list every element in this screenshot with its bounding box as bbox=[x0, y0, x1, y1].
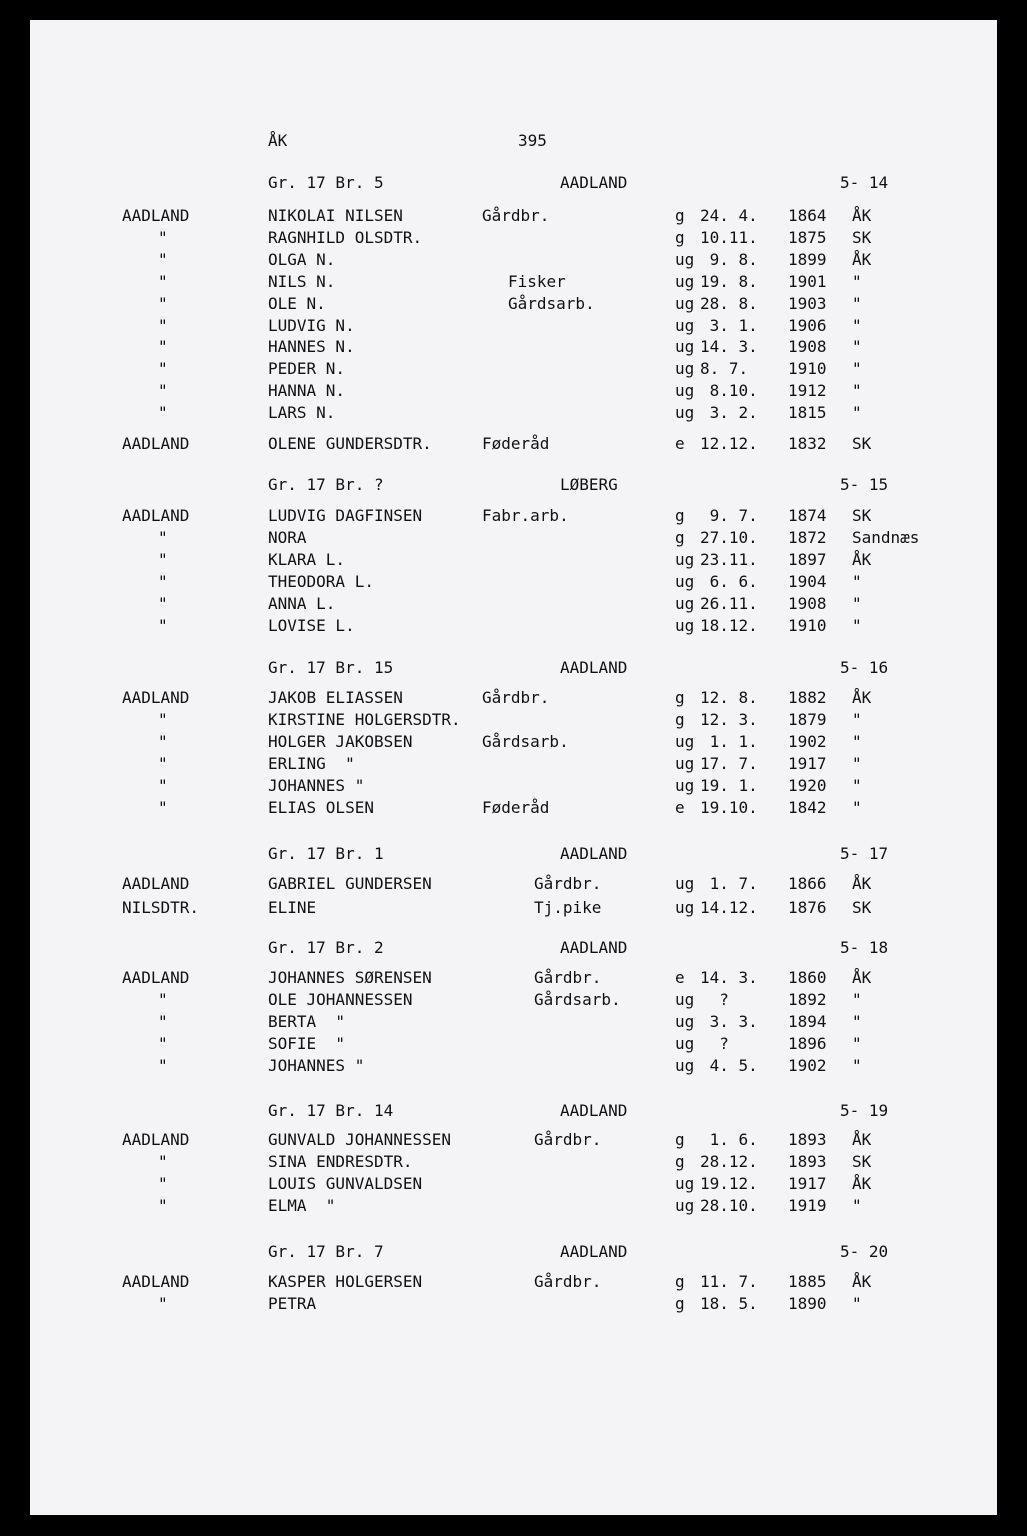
birth-year: 1896 bbox=[788, 1034, 827, 1053]
person-name: LUDVIG N. bbox=[268, 316, 355, 335]
birth-year: 1832 bbox=[788, 434, 827, 453]
birth-place: ÅK bbox=[852, 968, 872, 987]
birth-year: 1910 bbox=[788, 616, 827, 635]
surname: " bbox=[158, 1034, 168, 1053]
birth-place: ÅK bbox=[852, 1272, 872, 1291]
group-header bbox=[30, 477, 997, 499]
register-listing bbox=[30, 20, 997, 1515]
surname: " bbox=[158, 776, 168, 795]
birth-place: " bbox=[852, 294, 862, 313]
surname: " bbox=[158, 1196, 168, 1215]
birth-year: 1893 bbox=[788, 1130, 827, 1149]
birth-date: 11. 7. bbox=[700, 1272, 758, 1291]
person-row bbox=[30, 900, 997, 922]
occupation: Fabr.arb. bbox=[482, 506, 569, 525]
person-name: LOUIS GUNVALDSEN bbox=[268, 1174, 423, 1193]
person-name: JOHANNES " bbox=[268, 1056, 365, 1075]
surname: AADLAND bbox=[122, 874, 190, 893]
birth-year: 1860 bbox=[788, 968, 827, 987]
person-row bbox=[30, 552, 997, 574]
person-row bbox=[30, 800, 997, 822]
person-row bbox=[30, 405, 997, 427]
group-reference: Gr. 17 Br. ? bbox=[268, 475, 384, 494]
person-name: ERLING " bbox=[268, 754, 355, 773]
marital-status: e bbox=[675, 968, 685, 987]
birth-year: 1890 bbox=[788, 1294, 827, 1313]
birth-year: 1901 bbox=[788, 272, 827, 291]
household-number: 5- 15 bbox=[840, 475, 889, 494]
birth-place: " bbox=[852, 776, 862, 795]
birth-year: 1912 bbox=[788, 381, 827, 400]
marital-status: ug bbox=[675, 732, 695, 751]
birth-year: 1874 bbox=[788, 506, 827, 525]
marital-status: g bbox=[675, 206, 685, 225]
birth-date: 19.12. bbox=[700, 1174, 758, 1193]
person-row bbox=[30, 690, 997, 712]
surname: " bbox=[158, 272, 168, 291]
birth-year: 1908 bbox=[788, 337, 827, 356]
marital-status: ug bbox=[675, 1056, 695, 1075]
surname: " bbox=[158, 732, 168, 751]
birth-year: 1917 bbox=[788, 754, 827, 773]
document-page bbox=[30, 20, 997, 1515]
marital-status: g bbox=[675, 1152, 685, 1171]
surname: " bbox=[158, 550, 168, 569]
person-row bbox=[30, 876, 997, 898]
birth-date: 28.10. bbox=[700, 1196, 758, 1215]
surname: " bbox=[158, 616, 168, 635]
occupation: Tj.pike bbox=[534, 898, 602, 917]
surname: " bbox=[158, 359, 168, 378]
group-header bbox=[30, 660, 997, 682]
person-name: KLARA L. bbox=[268, 550, 346, 569]
household-number: 5- 17 bbox=[840, 844, 889, 863]
birth-place: " bbox=[852, 1056, 862, 1075]
household-number: 5- 16 bbox=[840, 658, 889, 677]
birth-place: " bbox=[852, 272, 862, 291]
marital-status: ug bbox=[675, 250, 695, 269]
occupation: Føderåd bbox=[482, 798, 550, 817]
birth-date: 1. 6. bbox=[700, 1130, 758, 1149]
birth-date: 18. 5. bbox=[700, 1294, 758, 1313]
occupation: Gårdbr. bbox=[534, 968, 602, 987]
group-reference: Gr. 17 Br. 15 bbox=[268, 658, 394, 677]
surname: AADLAND bbox=[122, 1130, 190, 1149]
birth-year: 1920 bbox=[788, 776, 827, 795]
person-row bbox=[30, 712, 997, 734]
birth-place: " bbox=[852, 732, 862, 751]
surname: " bbox=[158, 990, 168, 1009]
surname: " bbox=[158, 1056, 168, 1075]
person-name: OLE N. bbox=[268, 294, 326, 313]
group-header bbox=[30, 1244, 997, 1266]
occupation: Gårdsarb. bbox=[482, 732, 569, 751]
surname: " bbox=[158, 754, 168, 773]
birth-place: " bbox=[852, 754, 862, 773]
birth-year: 1885 bbox=[788, 1272, 827, 1291]
person-row bbox=[30, 361, 997, 383]
birth-place: " bbox=[852, 359, 862, 378]
birth-place: " bbox=[852, 594, 862, 613]
marital-status: ug bbox=[675, 1034, 695, 1053]
person-name: HANNA N. bbox=[268, 381, 346, 400]
person-name: THEODORA L. bbox=[268, 572, 374, 591]
person-row bbox=[30, 274, 997, 296]
birth-year: 1876 bbox=[788, 898, 827, 917]
person-row bbox=[30, 530, 997, 552]
birth-date: 17. 7. bbox=[700, 754, 758, 773]
birth-place: " bbox=[852, 710, 862, 729]
marital-status: ug bbox=[675, 754, 695, 773]
household-number: 5- 20 bbox=[840, 1242, 889, 1261]
birth-year: 1872 bbox=[788, 528, 827, 547]
group-reference: Gr. 17 Br. 14 bbox=[268, 1101, 394, 1120]
person-row bbox=[30, 230, 997, 252]
group-reference: Gr. 17 Br. 2 bbox=[268, 938, 384, 957]
birth-date: ? bbox=[700, 1034, 729, 1053]
person-row bbox=[30, 734, 997, 756]
marital-status: e bbox=[675, 434, 685, 453]
location-code: ÅK bbox=[268, 131, 288, 150]
person-row bbox=[30, 596, 997, 618]
person-name: ELINE bbox=[268, 898, 317, 917]
marital-status: ug bbox=[675, 1012, 695, 1031]
surname: " bbox=[158, 572, 168, 591]
page-header bbox=[30, 133, 997, 155]
birth-place: " bbox=[852, 616, 862, 635]
marital-status: g bbox=[675, 1272, 685, 1291]
birth-place: " bbox=[852, 798, 862, 817]
marital-status: ug bbox=[675, 359, 695, 378]
person-row bbox=[30, 296, 997, 318]
birth-year: 1908 bbox=[788, 594, 827, 613]
person-row bbox=[30, 1198, 997, 1220]
marital-status: ug bbox=[675, 874, 695, 893]
person-row bbox=[30, 252, 997, 274]
farm-name: AADLAND bbox=[560, 844, 628, 863]
birth-date: 14. 3. bbox=[700, 968, 758, 987]
marital-status: g bbox=[675, 506, 685, 525]
birth-date: 12. 3. bbox=[700, 710, 758, 729]
occupation: Føderåd bbox=[482, 434, 550, 453]
marital-status: ug bbox=[675, 572, 695, 591]
household-number: 5- 19 bbox=[840, 1101, 889, 1120]
surname: " bbox=[158, 528, 168, 547]
person-row bbox=[30, 992, 997, 1014]
group-header bbox=[30, 940, 997, 962]
birth-year: 1917 bbox=[788, 1174, 827, 1193]
person-row bbox=[30, 574, 997, 596]
surname: AADLAND bbox=[122, 434, 190, 453]
birth-date: 27.10. bbox=[700, 528, 758, 547]
birth-date: ? bbox=[700, 990, 729, 1009]
birth-date: 8.10. bbox=[700, 381, 758, 400]
farm-name: AADLAND bbox=[560, 938, 628, 957]
occupation: Gårdbr. bbox=[534, 874, 602, 893]
person-row bbox=[30, 1154, 997, 1176]
birth-place: SK bbox=[852, 228, 872, 247]
birth-year: 1879 bbox=[788, 710, 827, 729]
birth-year: 1902 bbox=[788, 732, 827, 751]
person-row bbox=[30, 1176, 997, 1198]
group-reference: Gr. 17 Br. 5 bbox=[268, 173, 384, 192]
birth-year: 1882 bbox=[788, 688, 827, 707]
person-name: LUDVIG DAGFINSEN bbox=[268, 506, 423, 525]
person-name: JOHANNES " bbox=[268, 776, 365, 795]
birth-place: " bbox=[852, 1034, 862, 1053]
farm-name: AADLAND bbox=[560, 658, 628, 677]
farm-name: LØBERG bbox=[560, 475, 618, 494]
birth-place: ÅK bbox=[852, 1130, 872, 1149]
surname: " bbox=[158, 316, 168, 335]
person-row bbox=[30, 436, 997, 458]
birth-place: SK bbox=[852, 434, 872, 453]
person-row bbox=[30, 1296, 997, 1318]
person-name: BERTA " bbox=[268, 1012, 346, 1031]
surname: AADLAND bbox=[122, 688, 190, 707]
marital-status: ug bbox=[675, 294, 695, 313]
surname: AADLAND bbox=[122, 506, 190, 525]
household-number: 5- 14 bbox=[840, 173, 889, 192]
person-row bbox=[30, 778, 997, 800]
birth-year: 1897 bbox=[788, 550, 827, 569]
birth-date: 23.11. bbox=[700, 550, 758, 569]
group-header bbox=[30, 1103, 997, 1125]
marital-status: g bbox=[675, 1294, 685, 1313]
birth-place: " bbox=[852, 990, 862, 1009]
birth-date: 14.12. bbox=[700, 898, 758, 917]
birth-place: ÅK bbox=[852, 250, 872, 269]
person-name: HANNES N. bbox=[268, 337, 355, 356]
person-row bbox=[30, 208, 997, 230]
person-name: NILS N. bbox=[268, 272, 336, 291]
marital-status: ug bbox=[675, 381, 695, 400]
birth-date: 12. 8. bbox=[700, 688, 758, 707]
surname: " bbox=[158, 1152, 168, 1171]
person-name: GUNVALD JOHANNESSEN bbox=[268, 1130, 452, 1149]
group-header bbox=[30, 175, 997, 197]
person-name: OLENE GUNDERSDTR. bbox=[268, 434, 432, 453]
birth-date: 1. 1. bbox=[700, 732, 758, 751]
birth-year: 1899 bbox=[788, 250, 827, 269]
occupation: Gårdsarb. bbox=[508, 294, 595, 313]
birth-year: 1904 bbox=[788, 572, 827, 591]
surname: " bbox=[158, 594, 168, 613]
marital-status: ug bbox=[675, 337, 695, 356]
birth-year: 1875 bbox=[788, 228, 827, 247]
surname: " bbox=[158, 798, 168, 817]
birth-date: 3. 1. bbox=[700, 316, 758, 335]
marital-status: ug bbox=[675, 616, 695, 635]
birth-date: 26.11. bbox=[700, 594, 758, 613]
birth-place: ÅK bbox=[852, 550, 872, 569]
birth-date: 8. 7. bbox=[700, 359, 749, 378]
marital-status: ug bbox=[675, 403, 695, 422]
birth-place: ÅK bbox=[852, 206, 872, 225]
person-name: ELIAS OLSEN bbox=[268, 798, 374, 817]
person-name: LOVISE L. bbox=[268, 616, 355, 635]
surname: " bbox=[158, 381, 168, 400]
person-name: SINA ENDRESDTR. bbox=[268, 1152, 413, 1171]
person-name: OLGA N. bbox=[268, 250, 336, 269]
birth-date: 18.12. bbox=[700, 616, 758, 635]
marital-status: ug bbox=[675, 1174, 695, 1193]
farm-name: AADLAND bbox=[560, 1101, 628, 1120]
marital-status: g bbox=[675, 228, 685, 247]
birth-date: 24. 4. bbox=[700, 206, 758, 225]
occupation: Gårdsarb. bbox=[534, 990, 621, 1009]
person-name: HOLGER JAKOBSEN bbox=[268, 732, 413, 751]
person-name: OLE JOHANNESSEN bbox=[268, 990, 413, 1009]
birth-place: " bbox=[852, 316, 862, 335]
person-name: JOHANNES SØRENSEN bbox=[268, 968, 432, 987]
surname: " bbox=[158, 294, 168, 313]
birth-year: 1894 bbox=[788, 1012, 827, 1031]
surname: AADLAND bbox=[122, 968, 190, 987]
surname: " bbox=[158, 403, 168, 422]
birth-year: 1864 bbox=[788, 206, 827, 225]
person-name: JAKOB ELIASSEN bbox=[268, 688, 403, 707]
marital-status: ug bbox=[675, 272, 695, 291]
birth-year: 1892 bbox=[788, 990, 827, 1009]
farm-name: AADLAND bbox=[560, 1242, 628, 1261]
birth-year: 1842 bbox=[788, 798, 827, 817]
farm-name: AADLAND bbox=[560, 173, 628, 192]
person-row bbox=[30, 1036, 997, 1058]
person-row bbox=[30, 618, 997, 640]
person-name: PEDER N. bbox=[268, 359, 346, 378]
marital-status: ug bbox=[675, 990, 695, 1009]
birth-date: 12.12. bbox=[700, 434, 758, 453]
household-number: 5- 18 bbox=[840, 938, 889, 957]
birth-date: 19. 1. bbox=[700, 776, 758, 795]
birth-date: 1. 7. bbox=[700, 874, 758, 893]
birth-date: 3. 2. bbox=[700, 403, 758, 422]
person-row bbox=[30, 756, 997, 778]
surname: AADLAND bbox=[122, 1272, 190, 1291]
birth-date: 19.10. bbox=[700, 798, 758, 817]
marital-status: e bbox=[675, 798, 685, 817]
birth-place: " bbox=[852, 1294, 862, 1313]
person-name: ELMA " bbox=[268, 1196, 336, 1215]
person-name: KIRSTINE HOLGERSDTR. bbox=[268, 710, 461, 729]
person-name: ANNA L. bbox=[268, 594, 336, 613]
group-reference: Gr. 17 Br. 1 bbox=[268, 844, 384, 863]
birth-year: 1815 bbox=[788, 403, 827, 422]
surname: " bbox=[158, 1174, 168, 1193]
person-row bbox=[30, 339, 997, 361]
marital-status: ug bbox=[675, 316, 695, 335]
person-name: LARS N. bbox=[268, 403, 336, 422]
birth-place: " bbox=[852, 572, 862, 591]
surname: NILSDTR. bbox=[122, 898, 200, 917]
marital-status: g bbox=[675, 710, 685, 729]
birth-date: 19. 8. bbox=[700, 272, 758, 291]
person-row bbox=[30, 508, 997, 530]
birth-date: 6. 6. bbox=[700, 572, 758, 591]
birth-date: 9. 7. bbox=[700, 506, 758, 525]
marital-status: ug bbox=[675, 776, 695, 795]
person-name: NIKOLAI NILSEN bbox=[268, 206, 403, 225]
person-name: KASPER HOLGERSEN bbox=[268, 1272, 423, 1291]
birth-date: 9. 8. bbox=[700, 250, 758, 269]
person-row bbox=[30, 1014, 997, 1036]
surname: " bbox=[158, 337, 168, 356]
marital-status: g bbox=[675, 1130, 685, 1149]
birth-place: " bbox=[852, 1012, 862, 1031]
person-name: PETRA bbox=[268, 1294, 317, 1313]
person-row bbox=[30, 1058, 997, 1080]
marital-status: g bbox=[675, 528, 685, 547]
birth-place: SK bbox=[852, 898, 872, 917]
group-reference: Gr. 17 Br. 7 bbox=[268, 1242, 384, 1261]
person-name: NORA bbox=[268, 528, 307, 547]
person-name: GABRIEL GUNDERSEN bbox=[268, 874, 432, 893]
marital-status: ug bbox=[675, 594, 695, 613]
birth-year: 1903 bbox=[788, 294, 827, 313]
birth-place: " bbox=[852, 337, 862, 356]
birth-place: " bbox=[852, 381, 862, 400]
person-name: SOFIE " bbox=[268, 1034, 346, 1053]
birth-year: 1902 bbox=[788, 1056, 827, 1075]
occupation: Gårdbr. bbox=[482, 206, 550, 225]
birth-date: 4. 5. bbox=[700, 1056, 758, 1075]
person-row bbox=[30, 1274, 997, 1296]
surname: " bbox=[158, 710, 168, 729]
person-row bbox=[30, 1132, 997, 1154]
birth-date: 28. 8. bbox=[700, 294, 758, 313]
birth-year: 1893 bbox=[788, 1152, 827, 1171]
birth-date: 14. 3. bbox=[700, 337, 758, 356]
birth-place: SK bbox=[852, 1152, 872, 1171]
person-name: RAGNHILD OLSDTR. bbox=[268, 228, 423, 247]
surname: " bbox=[158, 1294, 168, 1313]
birth-year: 1910 bbox=[788, 359, 827, 378]
marital-status: ug bbox=[675, 1196, 695, 1215]
birth-place: Sandnæs bbox=[852, 528, 920, 547]
birth-date: 28.12. bbox=[700, 1152, 758, 1171]
surname: " bbox=[158, 250, 168, 269]
person-row bbox=[30, 383, 997, 405]
marital-status: ug bbox=[675, 898, 695, 917]
occupation: Fisker bbox=[508, 272, 566, 291]
person-row bbox=[30, 970, 997, 992]
birth-date: 3. 3. bbox=[700, 1012, 758, 1031]
occupation: Gårdbr. bbox=[534, 1272, 602, 1291]
birth-place: " bbox=[852, 1196, 862, 1215]
surname: " bbox=[158, 228, 168, 247]
birth-year: 1919 bbox=[788, 1196, 827, 1215]
page-number: 395 bbox=[518, 131, 547, 150]
birth-place: " bbox=[852, 403, 862, 422]
surname: " bbox=[158, 1012, 168, 1031]
birth-year: 1906 bbox=[788, 316, 827, 335]
marital-status: ug bbox=[675, 550, 695, 569]
occupation: Gårdbr. bbox=[482, 688, 550, 707]
surname: AADLAND bbox=[122, 206, 190, 225]
birth-place: ÅK bbox=[852, 1174, 872, 1193]
birth-place: ÅK bbox=[852, 688, 872, 707]
birth-place: SK bbox=[852, 506, 872, 525]
group-header bbox=[30, 846, 997, 868]
birth-place: ÅK bbox=[852, 874, 872, 893]
occupation: Gårdbr. bbox=[534, 1130, 602, 1149]
marital-status: g bbox=[675, 688, 685, 707]
birth-year: 1866 bbox=[788, 874, 827, 893]
birth-date: 10.11. bbox=[700, 228, 758, 247]
